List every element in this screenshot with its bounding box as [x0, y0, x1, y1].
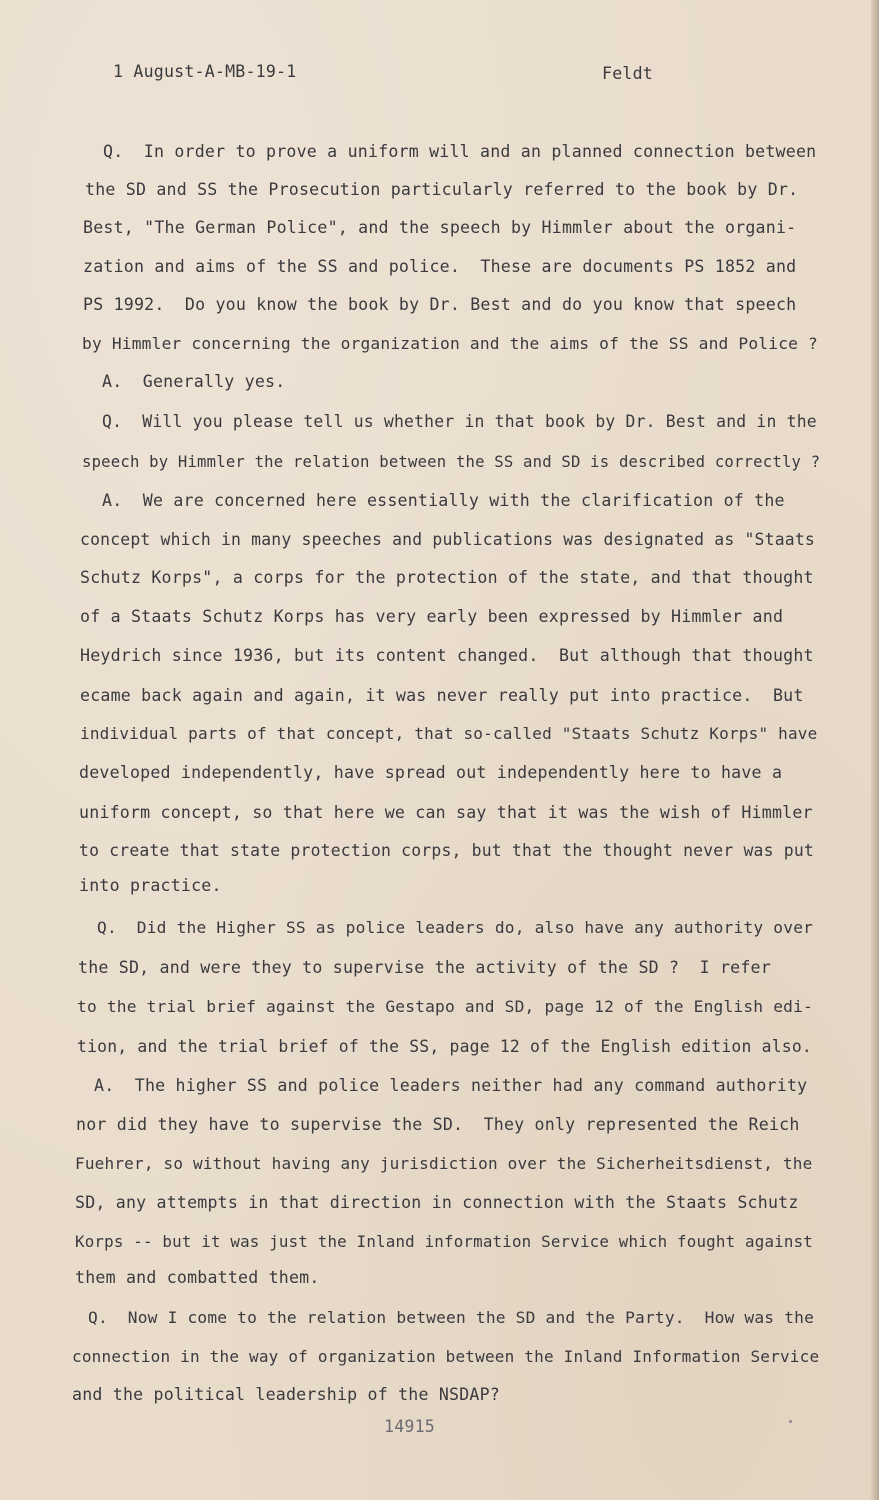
text-line: Q. Now I come to the relation between the SD and the Party. How was the [88, 1308, 815, 1327]
page-number: 14915 [384, 1417, 435, 1436]
text-line: tion, and the trial brief of the SS, page 12 of the English edition also. [77, 1037, 812, 1056]
witness-name: Feldt [602, 64, 653, 83]
text-line: ecame back again and again, it was never really put into practice. But [80, 686, 804, 705]
text-line: PS 1992. Do you know the book by Dr. Best and do you know that speech [83, 295, 797, 314]
text-line: A. We are concerned here essentially with the clarification of the [102, 491, 785, 510]
text-line: the SD and SS the Prosecution particularly referred to the book by Dr. [85, 180, 799, 199]
text-line: them and combatted them. [75, 1268, 320, 1287]
text-line: Heydrich since 1936, but its content changed. But although that thought [80, 646, 814, 665]
document-reference: 1 August-A-MB-19-1 [113, 62, 297, 81]
text-line: concept which in many speeches and publications was designated as "Staats [80, 530, 815, 549]
text-line: Best, "The German Police", and the speech by Himmler about the organi- [83, 218, 797, 237]
text-line: to the trial brief against the Gestapo and SD, page 12 of the English edi- [77, 997, 813, 1016]
text-line: speech by Himmler the relation between the SS and SD is described correctly ? [82, 453, 821, 471]
text-line: Q. In order to prove a uniform will and an planned connection between [103, 142, 817, 161]
text-line: SD, any attempts in that direction in connection with the Staats Schutz [75, 1193, 799, 1212]
page-edge [871, 0, 879, 1500]
text-line: to create that state protection corps, but that the thought never was put [79, 841, 814, 860]
text-line: Schutz Korps", a corps for the protection of the state, and that thought [80, 568, 814, 587]
text-line: zation and aims of the SS and police. These are documents PS 1852 and [83, 257, 797, 276]
text-line: and the political leadership of the NSDAP? [72, 1385, 500, 1404]
text-line: individual parts of that concept, that so-called "Staats Schutz Korps" have [80, 724, 818, 743]
text-line: A. Generally yes. [102, 372, 286, 391]
text-line: connection in the way of organization between the Inland Information Service [72, 1347, 820, 1366]
text-line: of a Staats Schutz Korps has very early been expressed by Himmler and [80, 607, 784, 626]
text-line: Fuehrer, so without having any jurisdiction over the Sicherheitsdienst, the [75, 1154, 813, 1173]
text-line: Korps -- but it was just the Inland information Service which fought against [75, 1232, 813, 1251]
text-line: by Himmler concerning the organization and the aims of the SS and Police ? [82, 334, 818, 353]
paper-mark [789, 1420, 792, 1423]
text-line: nor did they have to supervise the SD. They only represented the Reich [76, 1115, 800, 1134]
text-line: A. The higher SS and police leaders neither had any command authority [94, 1076, 808, 1095]
text-line: Q. Will you please tell us whether in that book by Dr. Best and in the [102, 412, 817, 431]
text-line: Q. Did the Higher SS as police leaders do, also have any authority over [97, 918, 814, 937]
text-line: into practice. [79, 876, 222, 895]
text-line: developed independently, have spread out independently here to have a [79, 763, 783, 782]
text-line: uniform concept, so that here we can say that it was the wish of Himmler [79, 803, 813, 822]
text-line: the SD, and were they to supervise the activity of the SD ? I refer [78, 958, 771, 977]
